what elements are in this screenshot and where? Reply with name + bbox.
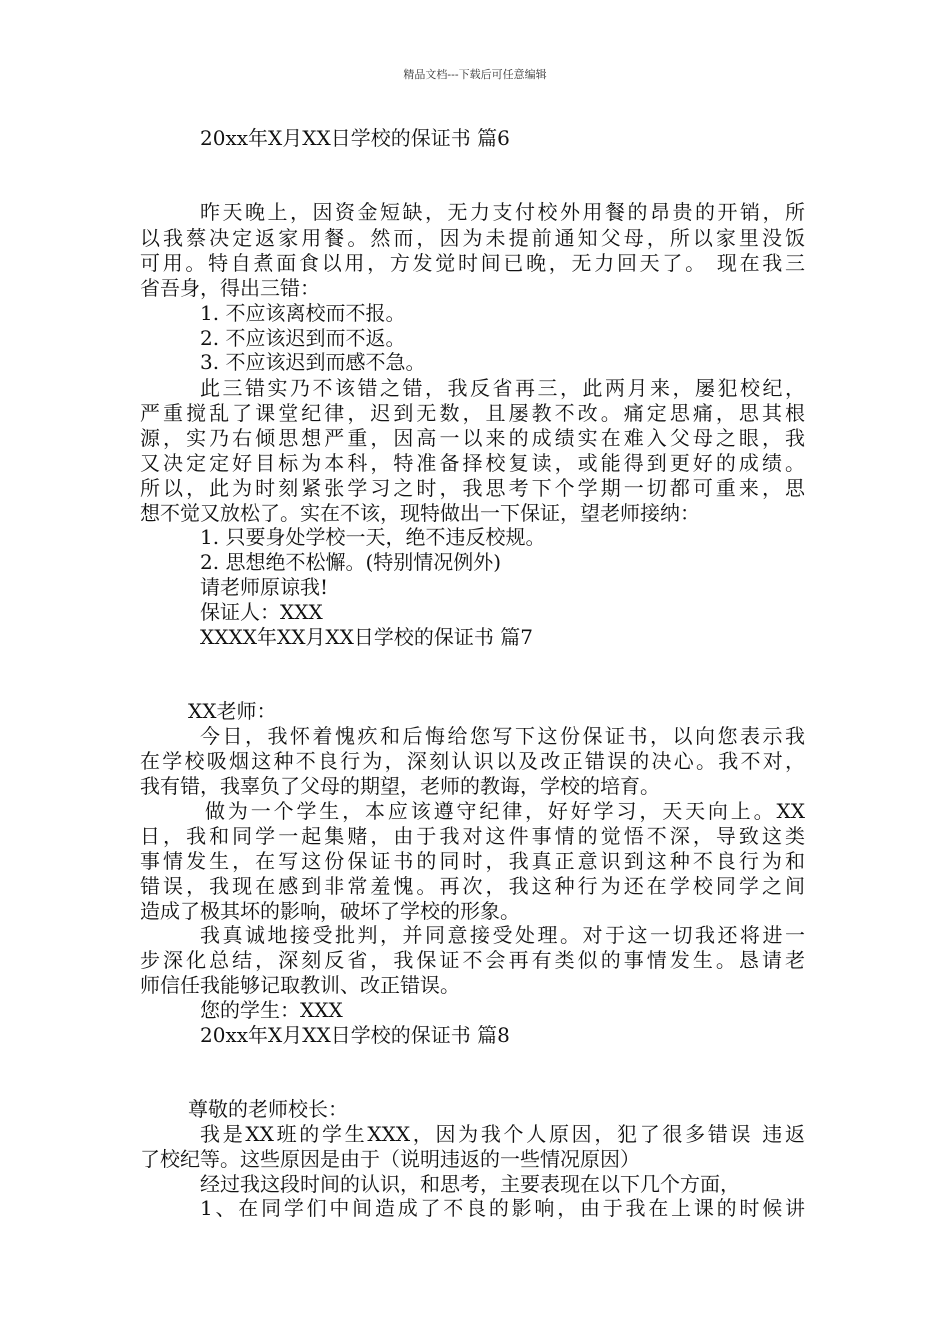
paragraph-line: 日，我和同学一起集赌，由于我对这件事情的觉悟不深，导致这类 [140,824,805,848]
salutation: XX老师： [188,699,277,723]
paragraph-line: 严重搅乱了课堂纪律，迟到无数，且屡教不改。痛定思痛，思其根 [140,401,805,425]
section-title: 20xx年X月XX日学校的保证书 篇6 [200,126,510,150]
list-item: 2. 不应该迟到而不返。 [200,326,406,350]
list-item: 1. 不应该离校而不报。 [200,301,406,325]
paragraph-line: 此三错实乃不该错之错，我反省再三，此两月来，屡犯校纪， [200,376,805,400]
paragraph-line: 造成了极其坏的影响，破坏了学校的形象。 [140,899,520,923]
section-title: 20xx年X月XX日学校的保证书 篇8 [200,1023,510,1047]
signature-line: 您的学生：XXX [200,998,343,1022]
paragraph-line: 我真诚地接受批判，并同意接受处理。对于这一切我还将进一 [200,923,805,947]
paragraph-line: 想不觉又放松了。实在不该，现特做出一下保证，望老师接纳： [140,501,700,525]
paragraph-line: 今日，我怀着愧疚和后悔给您写下这份保证书，以向您表示我 [200,724,805,748]
signature-line: 保证人：XXX [200,600,323,624]
paragraph-line: 源，实乃右倾思想严重，因高一以来的成绩实在难入父母之眼，我 [140,426,805,450]
paragraph-line: 省吾身，得出三错： [140,276,320,300]
page-header: 精品文档---下载后可任意编辑 [403,68,547,81]
section-title: XXXX年XX月XX日学校的保证书 篇7 [200,625,533,649]
paragraph-line: 又决定定好目标为本科，特准备择校复读，或能得到更好的成绩。 [140,451,805,475]
paragraph-line: 了校纪等。这些原因是由于（说明违返的一些情况原因） [140,1147,640,1171]
paragraph-line: 我是XX班的学生XXX，因为我个人原因，犯了很多错误 违返 [200,1122,805,1146]
paragraph-line: 事情发生，在写这份保证书的同时，我真正意识到这种不良行为和 [140,849,805,873]
paragraph-line: 我有错，我辜负了父母的期望，老师的教诲，学校的培育。 [140,774,660,798]
paragraph-line: 师信任我能够记取教训、改正错误。 [140,973,460,997]
list-item: 1. 只要身处学校一天，绝不违反校规。 [200,525,546,549]
paragraph-line: 经过我这段时间的认识，和思考，主要表现在以下几个方面， [200,1172,740,1196]
paragraph-line: 可用。特自煮面食以用，方发觉时间已晚，无力回天了。 现在我三 [140,251,805,275]
paragraph-line: 在学校吸烟这种不良行为，深刻认识以及改正错误的决心。我不对， [140,749,805,773]
salutation: 尊敬的老师校长： [188,1097,348,1121]
paragraph-line: 所以，此为时刻紧张学习之时，我思考下个学期一切都可重来，思 [140,476,805,500]
list-item: 3. 不应该迟到而感不急。 [200,350,426,374]
paragraph-line: 以我蔡决定返家用餐。然而，因为未提前通知父母，所以家里没饭 [140,226,805,250]
paragraph-line: 做为一个学生，本应该遵守纪律，好好学习，天天向上。XX [205,799,805,823]
paragraph-line: 1、在同学们中间造成了不良的影响，由于我在上课的时候讲 [200,1196,805,1220]
paragraph-line: 昨天晚上，因资金短缺，无力支付校外用餐的昂贵的开销，所 [200,200,805,224]
paragraph-line: 请老师原谅我! [200,575,329,599]
paragraph-line: 步深化总结，深刻反省，我保证不会再有类似的事情发生。恳请老 [140,948,805,972]
list-item: 2. 思想绝不松懈。(特别情况例外) [200,550,502,574]
paragraph-line: 错误，我现在感到非常羞愧。再次，我这种行为还在学校同学之间 [140,874,805,898]
